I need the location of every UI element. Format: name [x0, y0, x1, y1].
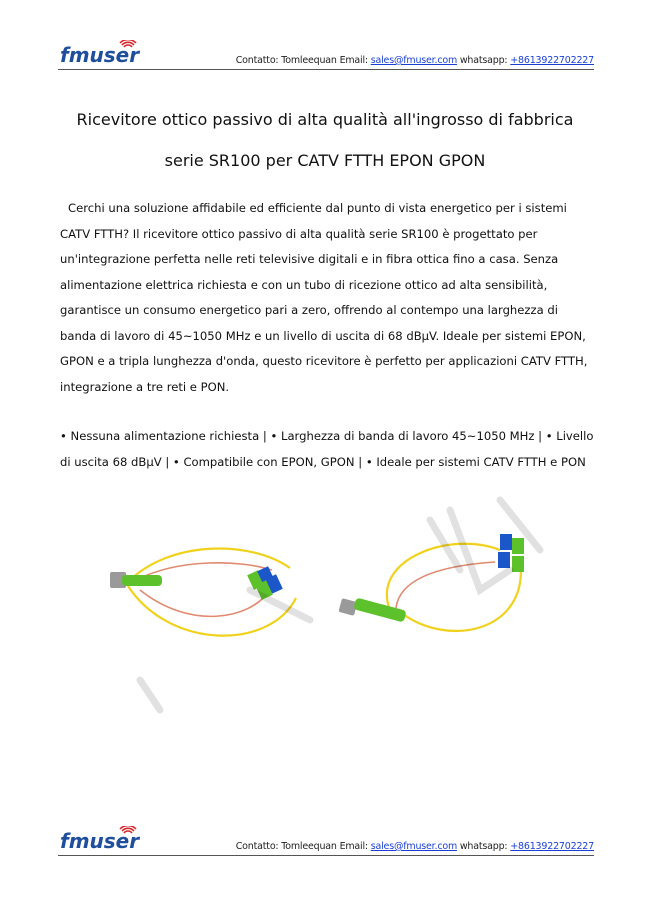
email-label: Email:: [339, 55, 368, 66]
footer-contact: [236, 841, 594, 852]
footer-rule: [58, 855, 594, 856]
page-header: [58, 40, 594, 70]
intro-text: Cerchi una soluzione affidabile ed efficiente dal punto di vista energetico per i sistemi CATV FTTH? Il ricevitore ottico passivo di alta qualità serie SR100 è progettato per un'integrazione perfetta nelle reti televisive digitali e in fibra ottica fino a casa. Senza alimentazione elettrica richiesta e con un tubo di ricezione ottico ad alta sensibilità, garantisce un consumo energetico pari a zero, offrendo al contempo una larghezza di banda di lavoro di 45~1050 MHz e un livello di uscita di 68 dBµV. Ideale per sistemi EPON, GPON e a tripla lunghezza d'onda, questo ricevitore è perfetto per applicazioni CATV FTTH, integrazione a tre reti e PON.: [60, 201, 588, 394]
product-photo-1: [100, 520, 325, 660]
fmuser-logo: [58, 40, 148, 68]
whatsapp-label: whatsapp:: [459, 841, 508, 852]
product-photo-2: [330, 520, 560, 660]
page-title-line-2: serie SR100 per CATV FTTH EPON GPON: [164, 151, 486, 170]
contact-label: Contatto: Tomleequan: [235, 841, 337, 852]
intro-paragraph: [60, 196, 594, 400]
contact-label: Contatto: Tomleequan: [235, 55, 337, 66]
svg-text:fmuser: fmuser: [60, 43, 140, 67]
whatsapp-link[interactable]: +8613922702227: [510, 841, 594, 852]
whatsapp-label: whatsapp:: [459, 55, 508, 66]
email-link[interactable]: sales@fmuser.com: [370, 841, 458, 852]
fmuser-logo-footer: [58, 826, 148, 854]
header-contact: [236, 55, 594, 66]
page-footer: [58, 826, 594, 856]
svg-text:fmuser: fmuser: [60, 829, 140, 853]
header-rule: [58, 69, 594, 70]
email-label: Email:: [339, 841, 368, 852]
page-title-line-1: Ricevitore ottico passivo di alta qualità all'ingrosso di fabbrica: [76, 110, 574, 129]
features-paragraph: • Nessuna alimentazione richiesta | • Larghezza di banda di lavoro 45~1050 MHz | • Livello di uscita 68 dBµV | • Compatibile con EPON, GPON | • Ideale per sistemi CATV FTTH e PON: [60, 429, 594, 469]
whatsapp-link[interactable]: +8613922702227: [510, 55, 594, 66]
email-link[interactable]: sales@fmuser.com: [370, 55, 458, 66]
